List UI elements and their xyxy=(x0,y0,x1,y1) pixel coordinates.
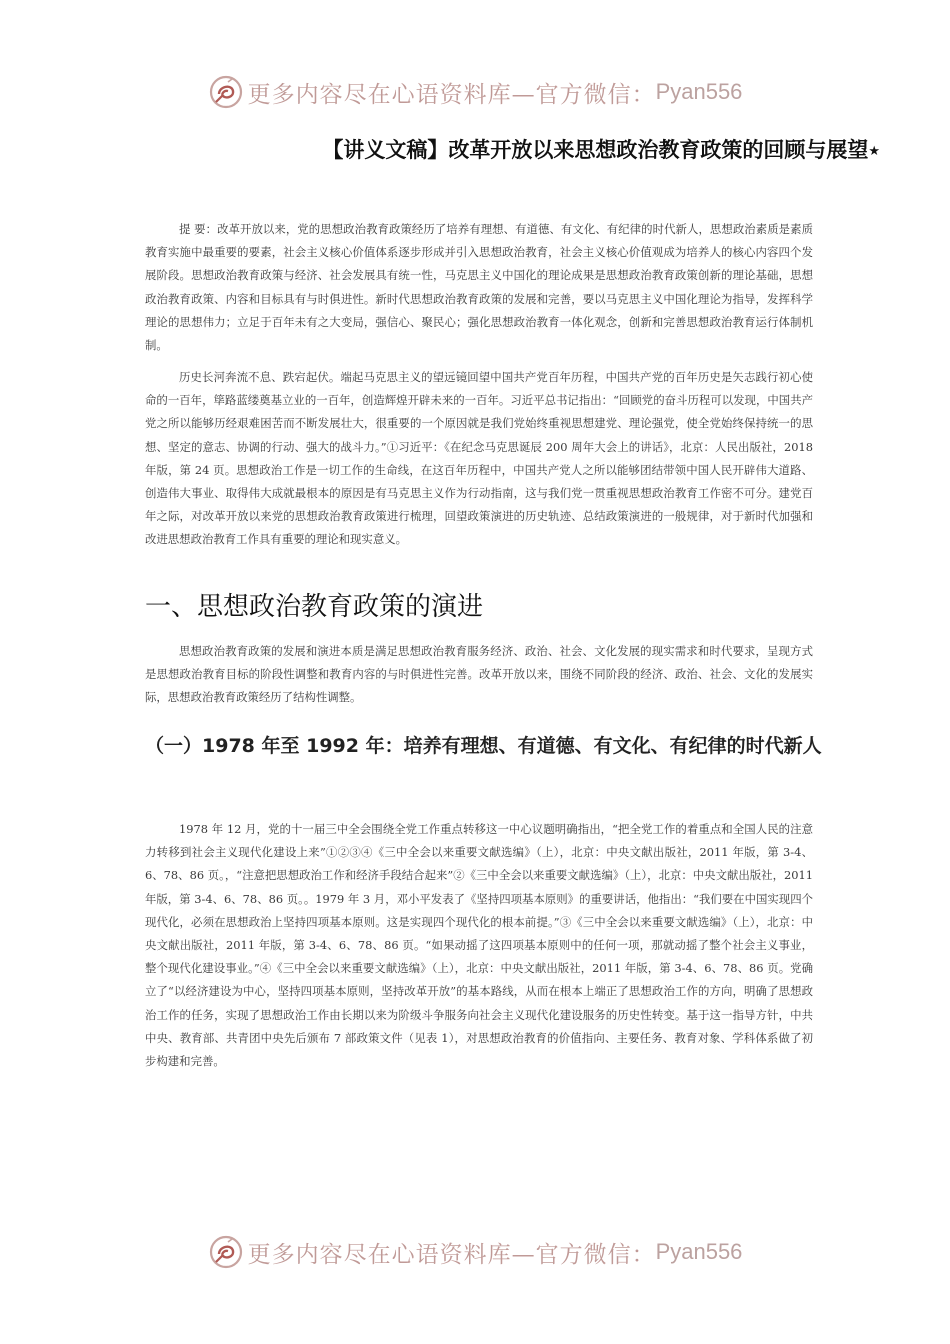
subsection-paragraph: 1978 年 12 月，党的十一届三中全会围绕全党工作重点转移这一中心议题明确指出，“把全党工作的着重点和全国人民的注意力转移到社会主义现代化建设上来”①②③④《三中全会以来重要文献选编》（上），北京：中央文献出版社，2011 年版，第 3-4、6、78、86 页。，“注意把思想政治工作和经济手段结合起来”②《三中全会以来重要文献选编》（上），北京：中央文献出版社，2011 年版，第 3-4、6、78、86 页。。1979 年 3 月，邓小平发表了《坚持四项基本原则》的重要讲话，他指出：“我们要在中国实现四个现代化，必须在思想政治上坚持四项基本原则。这是实现四个现代化的根本前提。”③《三中全会以来重要文献选编》（上），北京：中央文献出版社，2011 年版，第 3-4、6、78、86 页。“如果动摇了这四项基本原则中的任何一项，那就动摇了整个社会主义事业，整个现代化建设事业。”④《三中全会以来重要文献选编》（上），北京：中央文献出版社，2011 年版，第 3-4、6、78、86 页。党确立了“以经济建设为中心，坚持四项基本原则，坚持改革开放”的基本路线，从而在根本上端正了思想政治工作的方向，明确了思想政治工作的任务，实现了思想政治工作由长期以来为阶级斗争服务向社会主义现代化建设服务的历史性转变。基于这一指导方针，中共中央、教育部、共青团中央先后颁布 7 部政策文件（见表 1），对思想政治教育的价值指向、主要任务、教育对象、学科体系做了初步构建和完善。 xyxy=(145,822,813,1069)
watermark-header xyxy=(0,72,950,112)
section-heading: 一、思想政治教育政策的演进 xyxy=(145,592,484,622)
rose-logo-icon xyxy=(208,74,244,110)
watermark-account: Pyan556 xyxy=(655,79,743,104)
watermark-text: 更多内容尽在心语资料库—官方微信： xyxy=(247,81,656,108)
watermark-text: 更多内容尽在心语资料库—官方微信： xyxy=(247,1241,656,1268)
title-text: 【讲义文稿】改革开放以来思想政治教育政策的回顾与展望 xyxy=(322,138,869,162)
rose-logo-icon xyxy=(208,1234,244,1270)
section-paragraph: 思想政治教育政策的发展和演进本质是满足思想政治教育服务经济、政治、社会、文化发展的现实需求和时代要求，呈现方式是思想政治教育目标的阶段性调整和教育内容的与时俱进性完善。改革开放以来，围绕不同阶段的经济、政治、社会、文化的发展实际，思想政治教育政策经历了结构性调整。 xyxy=(145,644,813,705)
star-icon: ★ xyxy=(868,144,880,159)
document-title xyxy=(150,134,880,164)
subsection-heading: （一）1978 年至 1992 年：培养有理想、有道德、有文化、有纪律的时代新人 xyxy=(145,735,822,757)
intro-paragraph: 历史长河奔流不息、跌宕起伏。端起马克思主义的望远镜回望中国共产党百年历程，中国共产党的百年历史是矢志践行初心使命的一百年，筚路蓝缕奠基立业的一百年，创造辉煌开辟未来的一百年。习近平总书记指出：“回顾党的奋斗历程可以发现，中国共产党之所以能够历经艰难困苦而不断发展壮大，很重要的一个原因就是我们党始终重视思想建党、理论强党，使全党始终保持统一的思想、坚定的意志、协调的行动、强大的战斗力。”①习近平：《在纪念马克思诞辰 200 周年大会上的讲话》，北京：人民出版社，2018 年版，第 24 页。思想政治工作是一切工作的生命线，在这百年历程中，中国共产党人之所以能够团结带领中国人民开辟伟大道路、创造伟大事业、取得伟大成就最根本的原因是有马克思主义作为行动指南，这与我们党一贯重视思想政治教育工作密不可分。建党百年之际，对改革开放以来党的思想政治教育政策进行梳理，回望政策演进的历史轨迹、总结政策演进的一般规律，对于新时代加强和改进思想政治教育工作具有重要的理论和现实意义。 xyxy=(145,370,813,547)
watermark-account: Pyan556 xyxy=(655,1239,743,1264)
watermark-footer xyxy=(0,1232,950,1272)
abstract-paragraph: 提 要：改革开放以来，党的思想政治教育政策经历了培养有理想、有道德、有文化、有纪律的时代新人，思想政治素质是素质教育实施中最重要的要素，社会主义核心价值体系逐步形成并引入思想政治教育，社会主义核心价值观成为培养人的核心内容四个发展阶段。思想政治教育政策与经济、社会发展具有统一性，马克思主义中国化的理论成果是思想政治教育政策创新的理论基础，思想政治教育政策、内容和目标具有与时俱进性。新时代思想政治教育政策的发展和完善，要以马克思主义中国化理论为指导，发挥科学理论的思想伟力；立足于百年未有之大变局，强信心、聚民心；强化思想政治教育一体化观念，创新和完善思想政治教育运行体制机制。 xyxy=(145,222,813,353)
